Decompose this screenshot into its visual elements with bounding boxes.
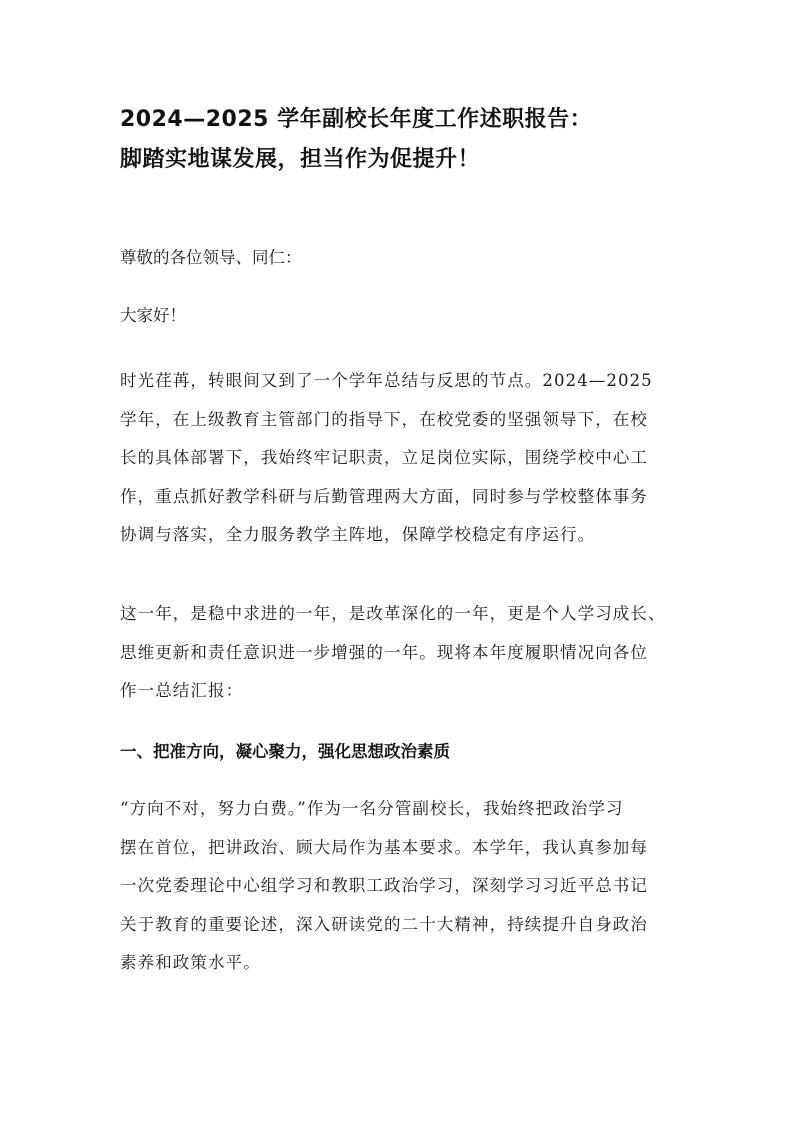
paragraph-line: “方向不对，努力白费。”作为一名分管副校长，我始终把政治学习 — [120, 799, 624, 818]
paragraph-line: 一次党委理论中心组学习和教职工政治学习，深刻学习习近平总书记 — [120, 876, 648, 895]
paragraph-line: 时光荏苒，转眼间又到了一个学年总结与反思的节点。2024—2025 — [120, 371, 653, 390]
section-heading-1: 一、把准方向，凝心聚力，强化思想政治素质 — [120, 742, 450, 761]
document-page — [120, 100, 686, 972]
paragraph-line: 作，重点抓好教学科研与后勤管理两大方面，同时参与学校整体事务 — [120, 486, 648, 506]
paragraph-line: 作一总结汇报： — [120, 681, 244, 700]
paragraph-line: 协调与落实，全力服务教学主阵地，保障学校稳定有序运行。 — [120, 525, 596, 544]
paragraph-line: 学年，在上级教育主管部门的指导下，在校党委的坚强领导下，在校 — [120, 409, 648, 429]
paragraph-line: 摆在首位，把讲政治、顾大局作为基本要求。本学年，我认真参加每 — [120, 837, 648, 857]
title-line-2: 脚踏实地谋发展，担当作为促提升！ — [120, 147, 481, 172]
section-1-paragraph — [120, 790, 686, 983]
intro-paragraph — [120, 362, 686, 555]
paragraph-line: 长的具体部署下，我始终牢记职责，立足岗位实际，围绕学校中心工 — [120, 448, 648, 467]
paragraph-line: 这一年，是稳中求进的一年，是改革深化的一年，更是个人学习成长、 — [120, 604, 666, 623]
greeting: 大家好！ — [120, 306, 186, 325]
document-title — [120, 100, 686, 180]
title-line-1: 2024—2025 学年副校长年度工作述职报告： — [120, 107, 593, 132]
summary-paragraph — [120, 595, 686, 711]
paragraph-line: 关于教育的重要论述，深入研读党的二十大精神，持续提升自身政治 — [120, 914, 648, 934]
paragraph-line: 思维更新和责任意识进一步增强的一年。现将本年度履职情况向各位 — [120, 642, 648, 662]
paragraph-line: 素养和政策水平。 — [120, 953, 261, 972]
salutation: 尊敬的各位领导、同仁： — [120, 248, 302, 267]
